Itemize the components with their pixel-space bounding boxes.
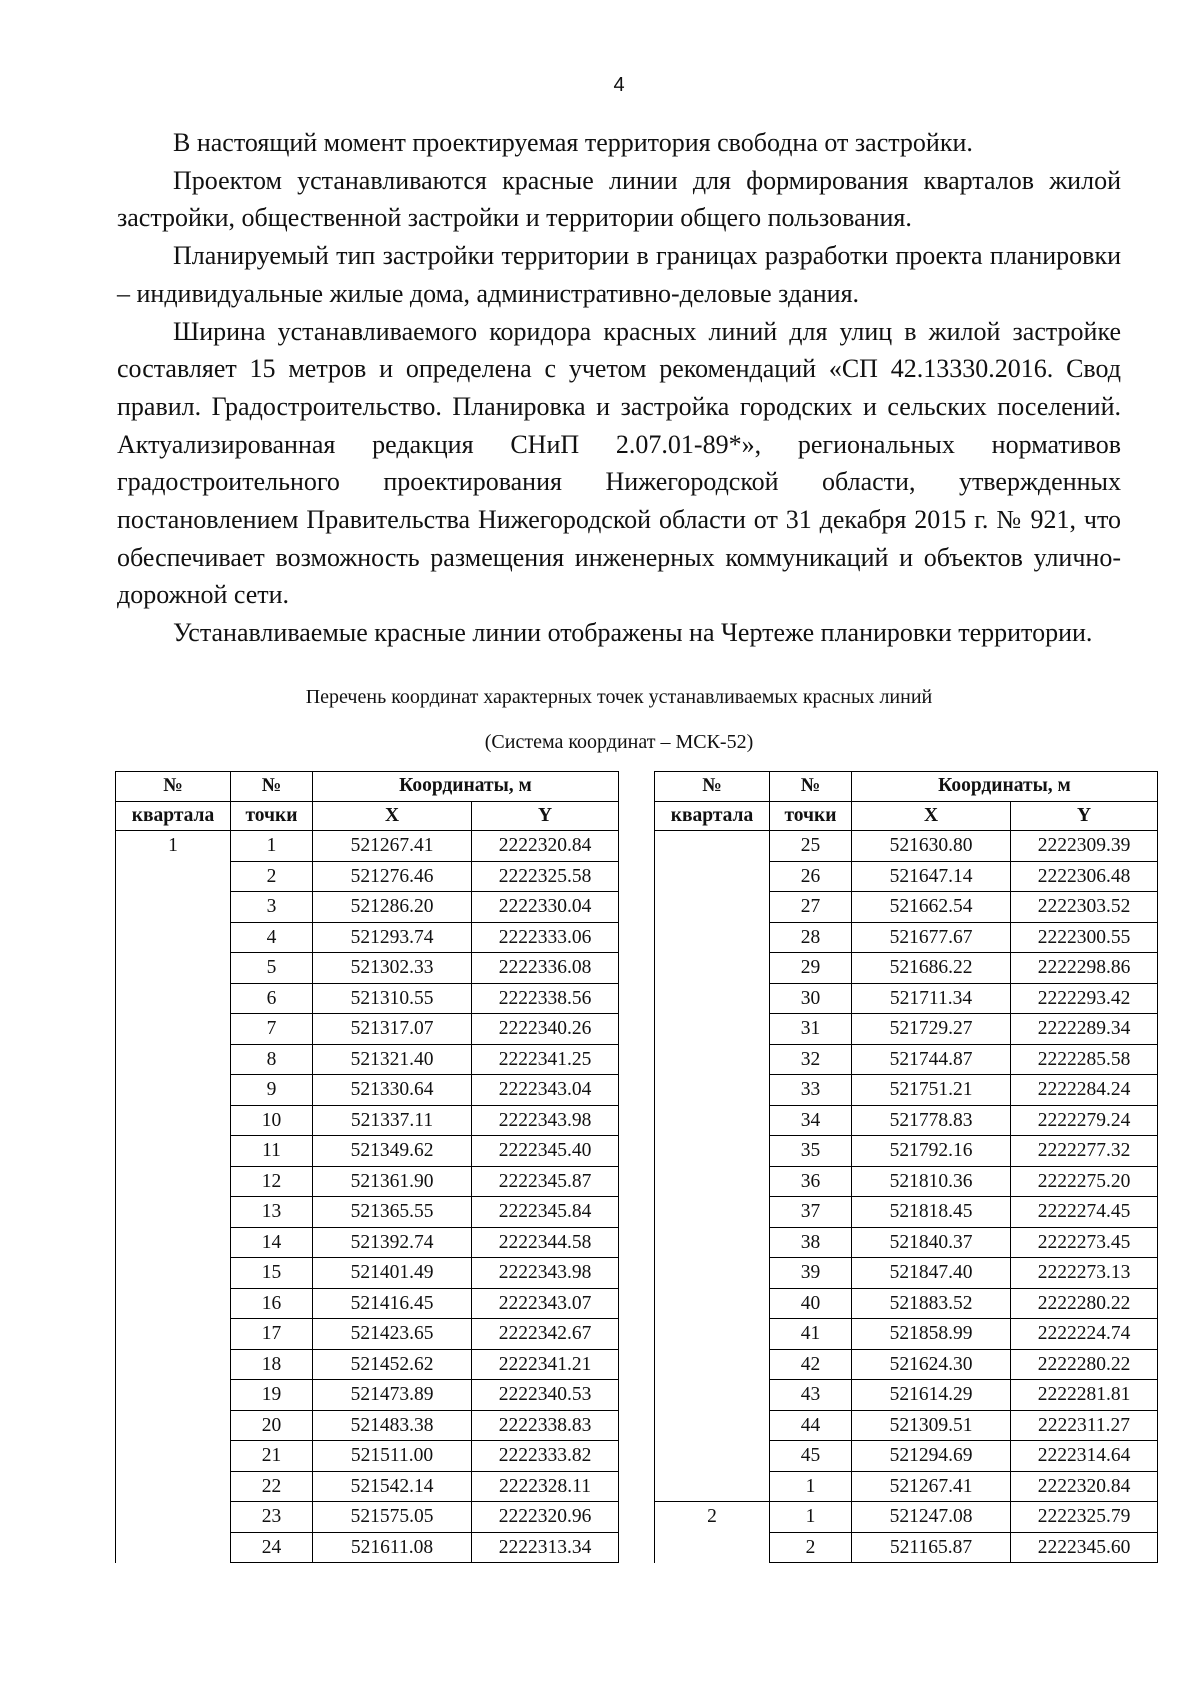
table-row xyxy=(116,983,619,1014)
table-row xyxy=(655,1044,1158,1075)
quarter-cell xyxy=(655,1014,770,1045)
header-quarter: квартала xyxy=(116,801,231,831)
table-row xyxy=(655,892,1158,923)
x-cell: 521614.29 xyxy=(852,1380,1011,1411)
quarter-cell xyxy=(655,1197,770,1228)
point-cell: 21 xyxy=(231,1441,313,1472)
body-text xyxy=(117,124,1121,652)
paragraph: Ширина устанавливаемого коридора красных линий для улиц в жилой застройке составляет 15 метров и определена с учетом рекомендаций «СП 42.13330.2016. Свод правил. Градостроительство. Планировка и застройка городских и сельских поселений. Актуализированная редакция СНиП 2.07.01-89*», региональных нормативов градостроительного проектирования Нижегородской области, утвержденных постановлением Правительства Нижегородской области от 31 декабря 2015 г. № 921, что обеспечивает возможность размещения инженерных коммуникаций и объектов улично-дорожной сети. xyxy=(117,316,1121,610)
quarter-cell xyxy=(655,1471,770,1502)
y-cell: 2222342.67 xyxy=(472,1319,619,1350)
table-row xyxy=(116,1380,619,1411)
table-row xyxy=(655,1349,1158,1380)
x-cell: 521810.36 xyxy=(852,1166,1011,1197)
y-cell: 2222325.79 xyxy=(1011,1502,1158,1533)
table-row xyxy=(116,1288,619,1319)
table-row xyxy=(116,1441,619,1472)
table-row xyxy=(655,1319,1158,1350)
header-y: Y xyxy=(472,801,619,831)
y-cell: 2222309.39 xyxy=(1011,831,1158,862)
x-cell: 521511.00 xyxy=(313,1441,472,1472)
x-cell: 521165.87 xyxy=(852,1532,1011,1563)
table-row xyxy=(655,1502,1158,1533)
x-cell: 521309.51 xyxy=(852,1410,1011,1441)
y-cell: 2222298.86 xyxy=(1011,953,1158,984)
x-cell: 521751.21 xyxy=(852,1075,1011,1106)
y-cell: 2222277.32 xyxy=(1011,1136,1158,1167)
y-cell: 2222274.45 xyxy=(1011,1197,1158,1228)
point-cell: 38 xyxy=(770,1227,852,1258)
quarter-cell xyxy=(655,1258,770,1289)
y-cell: 2222343.07 xyxy=(472,1288,619,1319)
x-cell: 521858.99 xyxy=(852,1319,1011,1350)
quarter-cell xyxy=(655,953,770,984)
table-row xyxy=(655,1410,1158,1441)
y-cell: 2222273.13 xyxy=(1011,1258,1158,1289)
point-cell: 23 xyxy=(231,1502,313,1533)
header-x: X xyxy=(313,801,472,831)
point-cell: 20 xyxy=(231,1410,313,1441)
x-cell: 521847.40 xyxy=(852,1258,1011,1289)
x-cell: 521483.38 xyxy=(313,1410,472,1441)
x-cell: 521677.67 xyxy=(852,922,1011,953)
table-row xyxy=(116,1197,619,1228)
x-cell: 521286.20 xyxy=(313,892,472,923)
y-cell: 2222340.26 xyxy=(472,1014,619,1045)
point-cell: 30 xyxy=(770,983,852,1014)
x-cell: 521267.41 xyxy=(313,831,472,862)
y-cell: 2222341.25 xyxy=(472,1044,619,1075)
quarter-cell xyxy=(655,1532,770,1563)
table-body xyxy=(655,831,1158,1563)
x-cell: 521267.41 xyxy=(852,1471,1011,1502)
quarter-cell xyxy=(655,1105,770,1136)
y-cell: 2222341.21 xyxy=(472,1349,619,1380)
paragraph: Устанавливаемые красные линии отображены на Чертеже планировки территории. xyxy=(173,618,1093,648)
y-cell: 2222325.58 xyxy=(472,861,619,892)
header-coords: Координаты, м xyxy=(852,772,1158,802)
quarter-cell xyxy=(655,1380,770,1411)
point-cell: 37 xyxy=(770,1197,852,1228)
y-cell: 2222343.98 xyxy=(472,1105,619,1136)
quarter-cell xyxy=(116,1441,231,1472)
table-row xyxy=(655,1471,1158,1502)
quarter-cell xyxy=(116,892,231,923)
x-cell: 521611.08 xyxy=(313,1532,472,1563)
point-cell: 7 xyxy=(231,1014,313,1045)
y-cell: 2222224.74 xyxy=(1011,1319,1158,1350)
x-cell: 521361.90 xyxy=(313,1166,472,1197)
x-cell: 521840.37 xyxy=(852,1227,1011,1258)
x-cell: 521647.14 xyxy=(852,861,1011,892)
x-cell: 521883.52 xyxy=(852,1288,1011,1319)
table-row xyxy=(116,1227,619,1258)
quarter-cell xyxy=(655,922,770,953)
point-cell: 18 xyxy=(231,1349,313,1380)
table-row xyxy=(655,861,1158,892)
point-cell: 36 xyxy=(770,1166,852,1197)
y-cell: 2222333.82 xyxy=(472,1441,619,1472)
y-cell: 2222275.20 xyxy=(1011,1166,1158,1197)
header-num-point xyxy=(231,772,313,802)
header-coords: Координаты, м xyxy=(313,772,619,802)
table-row xyxy=(655,1288,1158,1319)
point-cell: 39 xyxy=(770,1258,852,1289)
x-cell: 521365.55 xyxy=(313,1197,472,1228)
y-cell: 2222345.87 xyxy=(472,1166,619,1197)
header-num-quarter xyxy=(655,772,770,802)
quarter-cell xyxy=(116,1380,231,1411)
x-cell: 521416.45 xyxy=(313,1288,472,1319)
x-cell: 521423.65 xyxy=(313,1319,472,1350)
y-cell: 2222280.22 xyxy=(1011,1349,1158,1380)
point-cell: 35 xyxy=(770,1136,852,1167)
y-cell: 2222280.22 xyxy=(1011,1288,1158,1319)
quarter-cell: 1 xyxy=(116,831,231,862)
point-cell: 42 xyxy=(770,1349,852,1380)
x-cell: 521686.22 xyxy=(852,953,1011,984)
point-cell: 25 xyxy=(770,831,852,862)
point-cell: 2 xyxy=(770,1532,852,1563)
table-row xyxy=(655,1532,1158,1563)
y-cell: 2222338.56 xyxy=(472,983,619,1014)
table-row xyxy=(116,1166,619,1197)
y-cell: 2222343.98 xyxy=(472,1258,619,1289)
x-cell: 521792.16 xyxy=(852,1136,1011,1167)
quarter-cell xyxy=(116,1075,231,1106)
x-cell: 521247.08 xyxy=(852,1502,1011,1533)
point-cell: 6 xyxy=(231,983,313,1014)
table-row xyxy=(116,1258,619,1289)
table-row xyxy=(655,953,1158,984)
x-cell: 521317.07 xyxy=(313,1014,472,1045)
y-cell: 2222345.84 xyxy=(472,1197,619,1228)
y-cell: 2222273.45 xyxy=(1011,1227,1158,1258)
paragraph: Проектом устанавливаются красные линии для формирования кварталов жилой застройки, общественной застройки и территории общего пользования. xyxy=(117,165,1121,233)
x-cell: 521310.55 xyxy=(313,983,472,1014)
header-num-quarter xyxy=(116,772,231,802)
quarter-cell xyxy=(116,1288,231,1319)
point-cell: 15 xyxy=(231,1258,313,1289)
y-cell: 2222279.24 xyxy=(1011,1105,1158,1136)
table-row xyxy=(655,1227,1158,1258)
point-cell: 8 xyxy=(231,1044,313,1075)
quarter-cell xyxy=(116,1410,231,1441)
table-row xyxy=(655,1441,1158,1472)
point-cell: 16 xyxy=(231,1288,313,1319)
point-cell: 3 xyxy=(231,892,313,923)
y-cell: 2222340.53 xyxy=(472,1380,619,1411)
point-cell: 27 xyxy=(770,892,852,923)
y-cell: 2222289.34 xyxy=(1011,1014,1158,1045)
header-num: № xyxy=(702,775,722,796)
quarter-cell xyxy=(116,1014,231,1045)
point-cell: 22 xyxy=(231,1471,313,1502)
y-cell: 2222311.27 xyxy=(1011,1410,1158,1441)
quarter-cell xyxy=(655,983,770,1014)
y-cell: 2222281.81 xyxy=(1011,1380,1158,1411)
quarter-cell xyxy=(655,1136,770,1167)
header-y: Y xyxy=(1011,801,1158,831)
quarter-cell xyxy=(116,1044,231,1075)
point-cell: 1 xyxy=(770,1502,852,1533)
x-cell: 521349.62 xyxy=(313,1136,472,1167)
header-num: № xyxy=(800,775,821,796)
x-cell: 521392.74 xyxy=(313,1227,472,1258)
y-cell: 2222320.84 xyxy=(1011,1471,1158,1502)
table-row xyxy=(655,1105,1158,1136)
quarter-cell xyxy=(116,861,231,892)
table-row xyxy=(116,1410,619,1441)
header-x: X xyxy=(852,801,1011,831)
coordinates-table-right xyxy=(654,771,1158,1563)
y-cell: 2222285.58 xyxy=(1011,1044,1158,1075)
table-row xyxy=(116,831,619,862)
header-num: № xyxy=(261,775,282,796)
x-cell: 521778.83 xyxy=(852,1105,1011,1136)
y-cell: 2222345.60 xyxy=(1011,1532,1158,1563)
quarter-cell: 2 xyxy=(655,1502,770,1533)
y-cell: 2222344.58 xyxy=(472,1227,619,1258)
quarter-cell xyxy=(655,1227,770,1258)
quarter-cell xyxy=(116,953,231,984)
x-cell: 521321.40 xyxy=(313,1044,472,1075)
table-body xyxy=(116,831,619,1563)
table-row xyxy=(655,831,1158,862)
table-row xyxy=(116,1502,619,1533)
x-cell: 521744.87 xyxy=(852,1044,1011,1075)
header-point: точки xyxy=(770,801,852,831)
point-cell: 40 xyxy=(770,1288,852,1319)
quarter-cell xyxy=(655,1410,770,1441)
point-cell: 24 xyxy=(231,1532,313,1563)
table-row xyxy=(116,1014,619,1045)
table-row xyxy=(655,922,1158,953)
point-cell: 2 xyxy=(231,861,313,892)
y-cell: 2222300.55 xyxy=(1011,922,1158,953)
table-row xyxy=(116,1044,619,1075)
x-cell: 521473.89 xyxy=(313,1380,472,1411)
quarter-cell xyxy=(116,1471,231,1502)
point-cell: 19 xyxy=(231,1380,313,1411)
x-cell: 521729.27 xyxy=(852,1014,1011,1045)
table-row xyxy=(655,1136,1158,1167)
coordinates-table-left xyxy=(115,771,619,1563)
table-row xyxy=(655,1258,1158,1289)
point-cell: 11 xyxy=(231,1136,313,1167)
table-row xyxy=(655,1075,1158,1106)
point-cell: 14 xyxy=(231,1227,313,1258)
table-row xyxy=(116,1075,619,1106)
x-cell: 521542.14 xyxy=(313,1471,472,1502)
quarter-cell xyxy=(655,1288,770,1319)
point-cell: 26 xyxy=(770,861,852,892)
table-subcaption: (Система координат – МСК-52) xyxy=(484,731,754,753)
header-point: точки xyxy=(231,801,313,831)
x-cell: 521276.46 xyxy=(313,861,472,892)
y-cell: 2222314.64 xyxy=(1011,1441,1158,1472)
point-cell: 43 xyxy=(770,1380,852,1411)
table-row xyxy=(116,1471,619,1502)
quarter-cell xyxy=(655,831,770,862)
quarter-cell xyxy=(116,1349,231,1380)
x-cell: 521575.05 xyxy=(313,1502,472,1533)
point-cell: 41 xyxy=(770,1319,852,1350)
table-row xyxy=(655,1014,1158,1045)
quarter-cell xyxy=(116,983,231,1014)
quarter-cell xyxy=(116,1136,231,1167)
point-cell: 44 xyxy=(770,1410,852,1441)
table-row xyxy=(655,1166,1158,1197)
y-cell: 2222293.42 xyxy=(1011,983,1158,1014)
quarter-cell xyxy=(116,1105,231,1136)
point-cell: 9 xyxy=(231,1075,313,1106)
point-cell: 12 xyxy=(231,1166,313,1197)
point-cell: 5 xyxy=(231,953,313,984)
point-cell: 29 xyxy=(770,953,852,984)
point-cell: 1 xyxy=(770,1471,852,1502)
x-cell: 521302.33 xyxy=(313,953,472,984)
table-row xyxy=(116,1532,619,1563)
table-row xyxy=(116,953,619,984)
y-cell: 2222336.08 xyxy=(472,953,619,984)
quarter-cell xyxy=(116,922,231,953)
y-cell: 2222320.96 xyxy=(472,1502,619,1533)
quarter-cell xyxy=(655,1349,770,1380)
y-cell: 2222333.06 xyxy=(472,922,619,953)
y-cell: 2222320.84 xyxy=(472,831,619,862)
quarter-cell xyxy=(655,1441,770,1472)
point-cell: 32 xyxy=(770,1044,852,1075)
quarter-cell xyxy=(655,1319,770,1350)
x-cell: 521662.54 xyxy=(852,892,1011,923)
paragraph: В настоящий момент проектируемая территория свободна от застройки. xyxy=(173,128,973,157)
point-cell: 34 xyxy=(770,1105,852,1136)
page-number: 4 xyxy=(613,74,625,96)
y-cell: 2222306.48 xyxy=(1011,861,1158,892)
x-cell: 521818.45 xyxy=(852,1197,1011,1228)
point-cell: 45 xyxy=(770,1441,852,1472)
quarter-cell xyxy=(655,1166,770,1197)
paragraph: Планируемый тип застройки территории в границах разработки проекта планировки – индивидуальные жилые дома, административно-деловые здания. xyxy=(117,241,1121,308)
y-cell: 2222345.40 xyxy=(472,1136,619,1167)
x-cell: 521401.49 xyxy=(313,1258,472,1289)
x-cell: 521294.69 xyxy=(852,1441,1011,1472)
x-cell: 521624.30 xyxy=(852,1349,1011,1380)
quarter-cell xyxy=(116,1227,231,1258)
table-row xyxy=(116,892,619,923)
table-row xyxy=(655,1197,1158,1228)
x-cell: 521330.64 xyxy=(313,1075,472,1106)
y-cell: 2222338.83 xyxy=(472,1410,619,1441)
table-row xyxy=(655,1380,1158,1411)
point-cell: 13 xyxy=(231,1197,313,1228)
point-cell: 17 xyxy=(231,1319,313,1350)
quarter-cell xyxy=(655,861,770,892)
header-num: № xyxy=(163,775,183,796)
y-cell: 2222330.04 xyxy=(472,892,619,923)
quarter-cell xyxy=(116,1166,231,1197)
quarter-cell xyxy=(655,892,770,923)
quarter-cell xyxy=(116,1319,231,1350)
table-row xyxy=(116,1349,619,1380)
table-caption: Перечень координат характерных точек устанавливаемых красных линий xyxy=(305,686,933,708)
x-cell: 521337.11 xyxy=(313,1105,472,1136)
table-row xyxy=(116,922,619,953)
table-row xyxy=(116,861,619,892)
x-cell: 521452.62 xyxy=(313,1349,472,1380)
point-cell: 33 xyxy=(770,1075,852,1106)
table-row xyxy=(116,1319,619,1350)
y-cell: 2222343.04 xyxy=(472,1075,619,1106)
table-row xyxy=(655,983,1158,1014)
header-quarter: квартала xyxy=(655,801,770,831)
point-cell: 1 xyxy=(231,831,313,862)
header-num-point xyxy=(770,772,852,802)
quarter-cell xyxy=(116,1258,231,1289)
quarter-cell xyxy=(655,1075,770,1106)
x-cell: 521711.34 xyxy=(852,983,1011,1014)
x-cell: 521293.74 xyxy=(313,922,472,953)
table-row xyxy=(116,1136,619,1167)
quarter-cell xyxy=(116,1532,231,1563)
x-cell: 521630.80 xyxy=(852,831,1011,862)
point-cell: 10 xyxy=(231,1105,313,1136)
y-cell: 2222303.52 xyxy=(1011,892,1158,923)
y-cell: 2222328.11 xyxy=(472,1471,619,1502)
quarter-cell xyxy=(655,1044,770,1075)
point-cell: 31 xyxy=(770,1014,852,1045)
point-cell: 28 xyxy=(770,922,852,953)
quarter-cell xyxy=(116,1502,231,1533)
quarter-cell xyxy=(116,1197,231,1228)
table-row xyxy=(116,1105,619,1136)
point-cell: 4 xyxy=(231,922,313,953)
y-cell: 2222284.24 xyxy=(1011,1075,1158,1106)
y-cell: 2222313.34 xyxy=(472,1532,619,1563)
